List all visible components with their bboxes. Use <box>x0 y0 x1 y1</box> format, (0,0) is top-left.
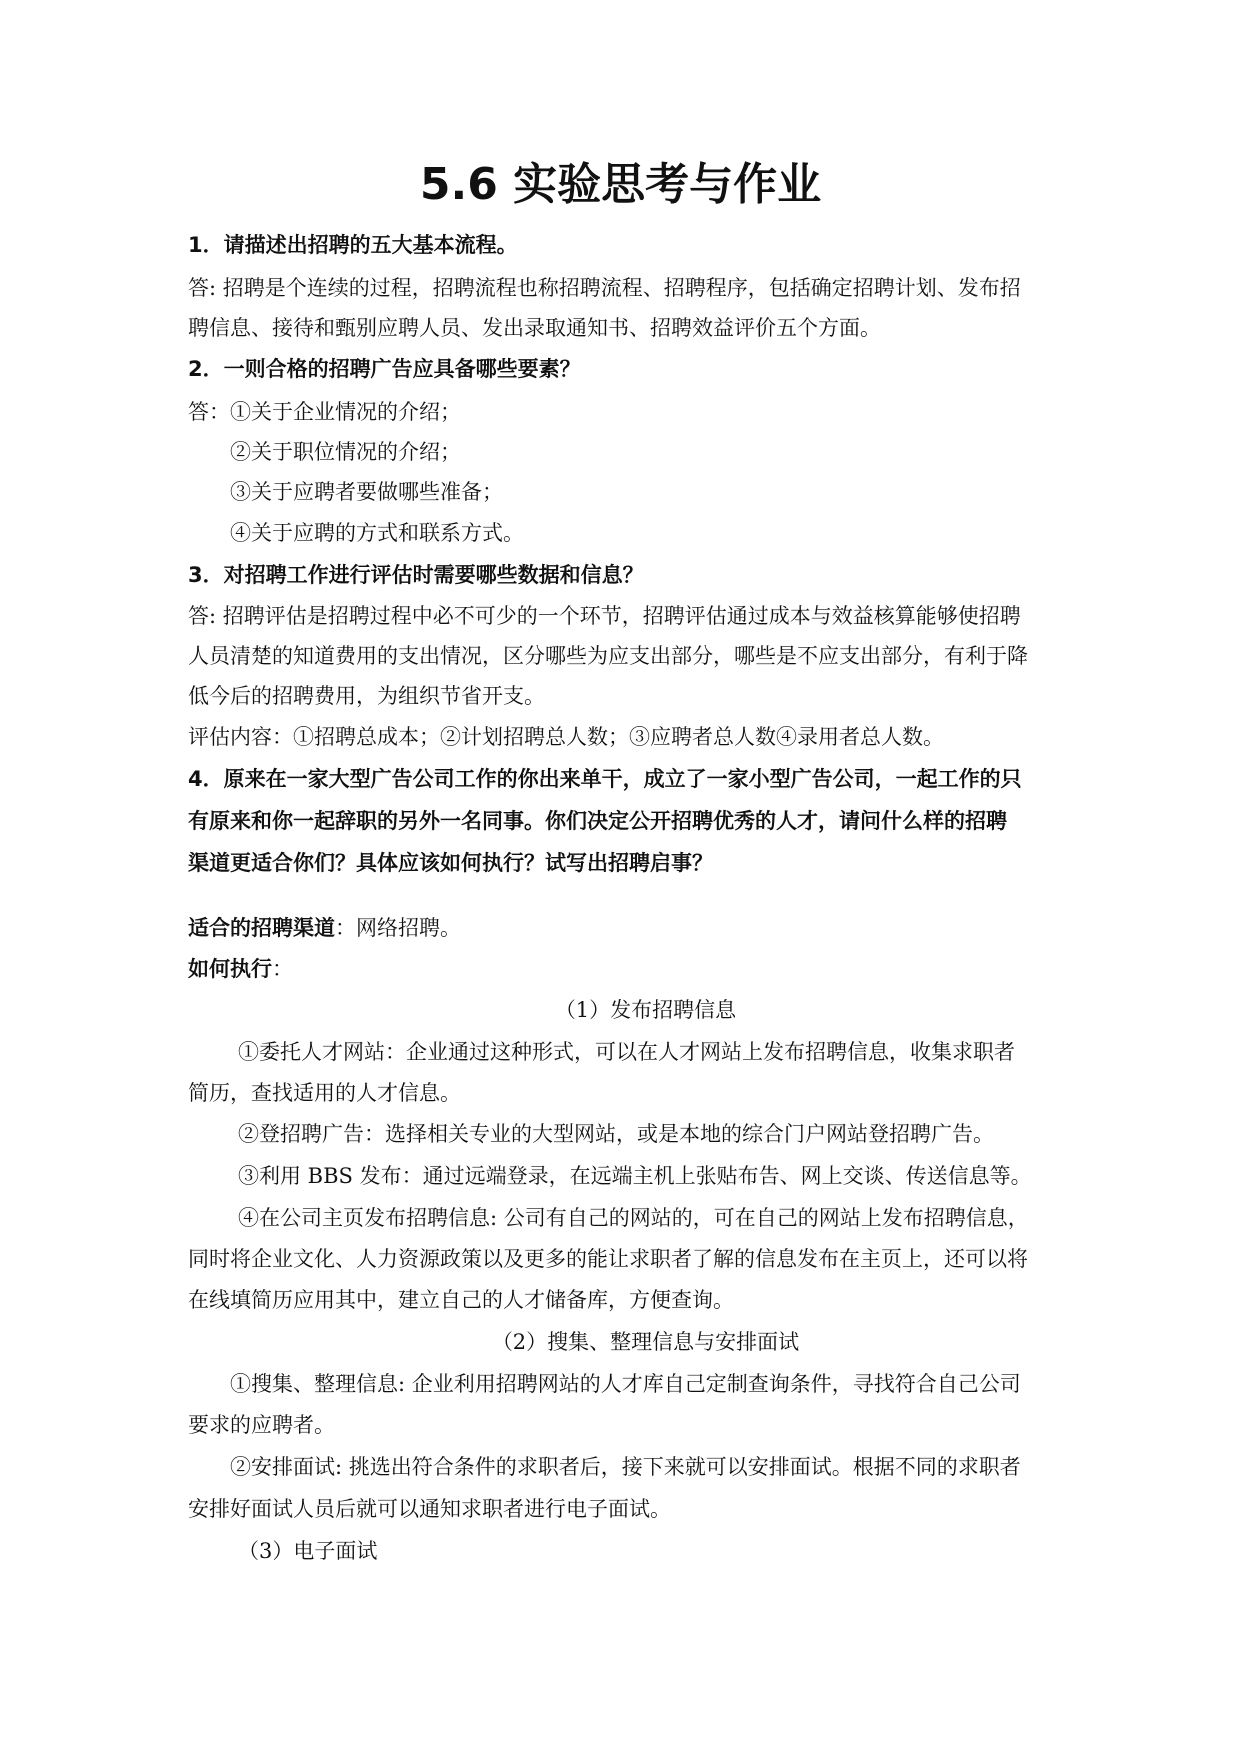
section-1-line-2: 简历，查找适用的人才信息。 <box>188 1081 461 1105</box>
answer-3-line-3: 低今后的招聘费用，为组织节省开支。 <box>188 684 545 708</box>
answer-1-line-2: 聘信息、接待和甄别应聘人员、发出录取通知书、招聘效益评价五个方面。 <box>188 316 881 340</box>
question-1: 1．请描述出招聘的五大基本流程。 <box>188 233 518 257</box>
question-4-line-2: 有原来和你一起辞职的另外一名同事。你们决定公开招聘优秀的人才，请问什么样的招聘 <box>188 809 1007 833</box>
section-1-line-7: 在线填简历应用其中，建立自己的人才储备库，方便查询。 <box>188 1288 734 1312</box>
how-colon: ： <box>272 957 293 981</box>
channel-value: ：网络招聘。 <box>335 916 461 940</box>
how-line <box>188 954 1068 984</box>
section-2-line-2: 要求的应聘者。 <box>188 1413 335 1437</box>
section-2-line-3: ②安排面试: 挑选出符合条件的求职者后，接下来就可以安排面试。根据不同的求职者 <box>230 1455 1021 1479</box>
section-1-heading: （1）发布招聘信息 <box>554 998 737 1022</box>
channel-label: 适合的招聘渠道 <box>188 916 335 940</box>
answer-3-line-4: 评估内容：①招聘总成本；②计划招聘总人数；③应聘者总人数④录用者总人数。 <box>188 725 944 749</box>
channel-line <box>188 913 1068 943</box>
section-2-line-4: 安排好面试人员后就可以通知求职者进行电子面试。 <box>188 1497 671 1521</box>
section-1-line-1: ①委托人才网站：企业通过这种形式，可以在人才网站上发布招聘信息，收集求职者 <box>238 1040 1015 1064</box>
question-2: 2．一则合格的招聘广告应具备哪些要素？ <box>188 357 581 381</box>
how-label: 如何执行 <box>188 957 272 981</box>
section-1-line-4: ③利用 BBS 发布：通过远端登录，在远端主机上张贴布告、网上交谈、传送信息等。 <box>238 1164 1032 1188</box>
answer-3-line-2: 人员清楚的知道费用的支出情况，区分哪些为应支出部分，哪些是不应支出部分，有利于降 <box>188 644 1028 668</box>
question-4-line-3: 渠道更适合你们？具体应该如何执行？试写出招聘启事？ <box>188 851 713 875</box>
section-1-line-5: ④在公司主页发布招聘信息: 公司有自己的网站的，可在自己的网站上发布招聘信息， <box>238 1206 1029 1230</box>
section-2-line-1: ①搜集、整理信息: 企业利用招聘网站的人才库自己定制查询条件，寻找符合自己公司 <box>230 1372 1021 1396</box>
section-1-line-3: ②登招聘广告：选择相关专业的大型网站，或是本地的综合门户网站登招聘广告。 <box>238 1122 994 1146</box>
section-2-heading: （2）搜集、整理信息与安排面试 <box>491 1330 800 1354</box>
question-3: 3．对招聘工作进行评估时需要哪些数据和信息？ <box>188 563 644 587</box>
section-3-heading: （3）电子面试 <box>238 1539 378 1563</box>
section-1-line-6: 同时将企业文化、人力资源政策以及更多的能让求职者了解的信息发布在主页上，还可以将 <box>188 1247 1028 1271</box>
answer-2-line-2: ②关于职位情况的介绍； <box>230 440 461 464</box>
answer-2-line-1: 答：①关于企业情况的介绍； <box>188 400 461 424</box>
question-4-line-1: 4．原来在一家大型广告公司工作的你出来单干，成立了一家小型广告公司，一起工作的只 <box>188 767 1022 791</box>
answer-1-line-1: 答: 招聘是个连续的过程，招聘流程也称招聘流程、招聘程序，包括确定招聘计划、发布招 <box>188 276 1021 300</box>
answer-3-line-1: 答: 招聘评估是招聘过程中必不可少的一个环节，招聘评估通过成本与效益核算能够使招聘 <box>188 604 1021 628</box>
answer-2-line-3: ③关于应聘者要做哪些准备； <box>230 480 503 504</box>
answer-2-line-4: ④关于应聘的方式和联系方式。 <box>230 521 524 545</box>
page-title: 5.6 实验思考与作业 <box>419 159 822 210</box>
